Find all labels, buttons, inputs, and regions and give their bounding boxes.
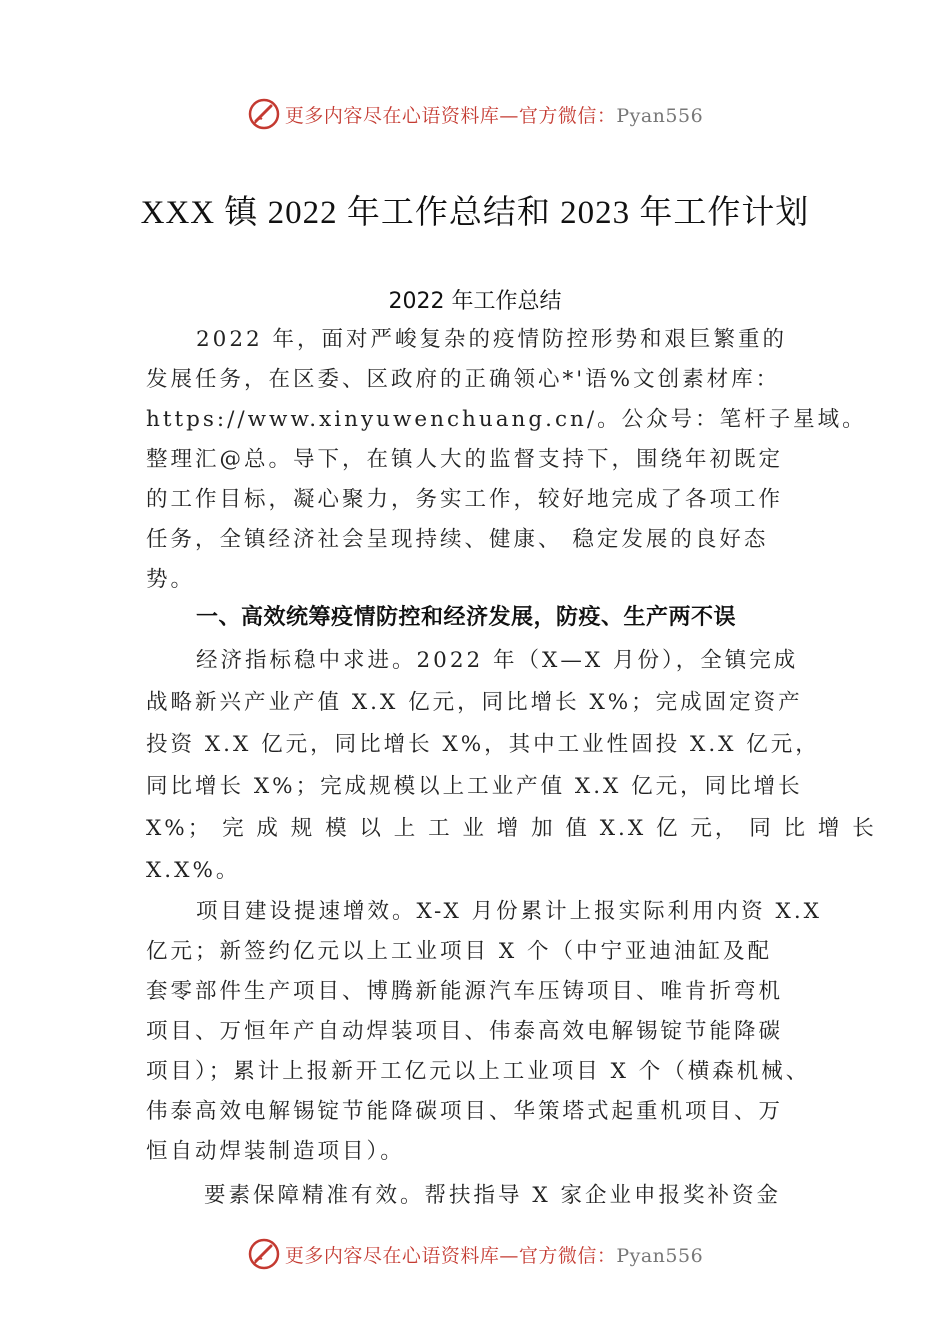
paragraph-line: 任务，全镇经济社会呈现持续、健康、 稳定发展的良好态 [146, 527, 769, 552]
paragraph-line: 恒自动焊装制造项目）。 [146, 1139, 405, 1164]
intro-paragraph [146, 320, 867, 600]
paragraph-line: 要素保障精准有效。帮扶指导 X 家企业申报奖补资金 [204, 1183, 781, 1208]
paragraph-line: 同比增长 X%；完成规模以上工业产值 X.X 亿元，同比增长 [146, 774, 803, 799]
header-watermark [0, 94, 950, 134]
paragraph-line: 的工作目标，凝心聚力，务实工作，较好地完成了各项工作 [146, 487, 784, 512]
paragraph-line: 经济指标稳中求进。2022 年（X—X 月份），全镇完成 [196, 648, 799, 673]
paragraph-line: 发展任务，在区委、区政府的正确领心*'语%文创素材库： [146, 367, 781, 392]
economy-paragraph [146, 640, 877, 892]
document-title: XXX 镇 2022 年工作总结和 2023 年工作计划 [140, 195, 810, 231]
paragraph-line: 整理汇@总。导下，在镇人大的监督支持下，围绕年初既定 [146, 447, 784, 472]
brush-logo-icon [247, 97, 281, 131]
paragraph-line: 项目建设提速增效。X-X 月份累计上报实际利用内资 X.X [196, 899, 822, 924]
paragraph-line: 投资 X.X 亿元，同比增长 X%，其中工业性固投 X.X 亿元， [146, 732, 820, 757]
footer-watermark [0, 1234, 950, 1274]
paragraph-line: 战略新兴产业产值 X.X 亿元，同比增长 X%；完成固定资产 [146, 690, 803, 715]
paragraph-line: 项目）；累计上报新开工亿元以上工业项目 X 个（横森机械、 [146, 1059, 811, 1084]
paragraph-line: 势。 [146, 567, 196, 592]
watermark-text: 更多内容尽在心语资料库—官方微信：Pyan556 [284, 104, 704, 127]
support-paragraph [146, 1176, 836, 1216]
paragraph-line: 伟泰高效电解锡锭节能降碳项目、华策塔式起重机项目、万 [146, 1099, 784, 1124]
brush-logo-icon [247, 1237, 281, 1271]
paragraph-line: 套零部件生产项目、博腾新能源汽车压铸项目、唯肯折弯机 [146, 979, 784, 1004]
heading-one: 一、高效统筹疫情防控和经济发展，防疫、生产两不误 [196, 605, 737, 630]
paragraph-line: 亿元；新签约亿元以上工业项目 X 个（中宁亚迪油缸及配 [146, 939, 772, 964]
project-paragraph [146, 892, 836, 1172]
paragraph-line: 项目、万恒年产自动焊装项目、伟泰高效电解锡锭节能降碳 [146, 1019, 784, 1044]
section-title: 2022 年工作总结 [388, 289, 562, 314]
watermark-text: 更多内容尽在心语资料库—官方微信：Pyan556 [284, 1244, 704, 1267]
paragraph-line: X%； 完 成 规 模 以 上 工 业 增 加 值 X.X 亿 元， 同 比 增 长 [146, 816, 877, 841]
paragraph-line: 2022 年，面对严峻复杂的疫情防控形势和艰巨繁重的 [196, 327, 788, 352]
paragraph-line: https://www.xinyuwenchuang.cn/。公众号：笔杆子星域。 [146, 407, 867, 432]
paragraph-line: X.X%。 [146, 858, 241, 883]
